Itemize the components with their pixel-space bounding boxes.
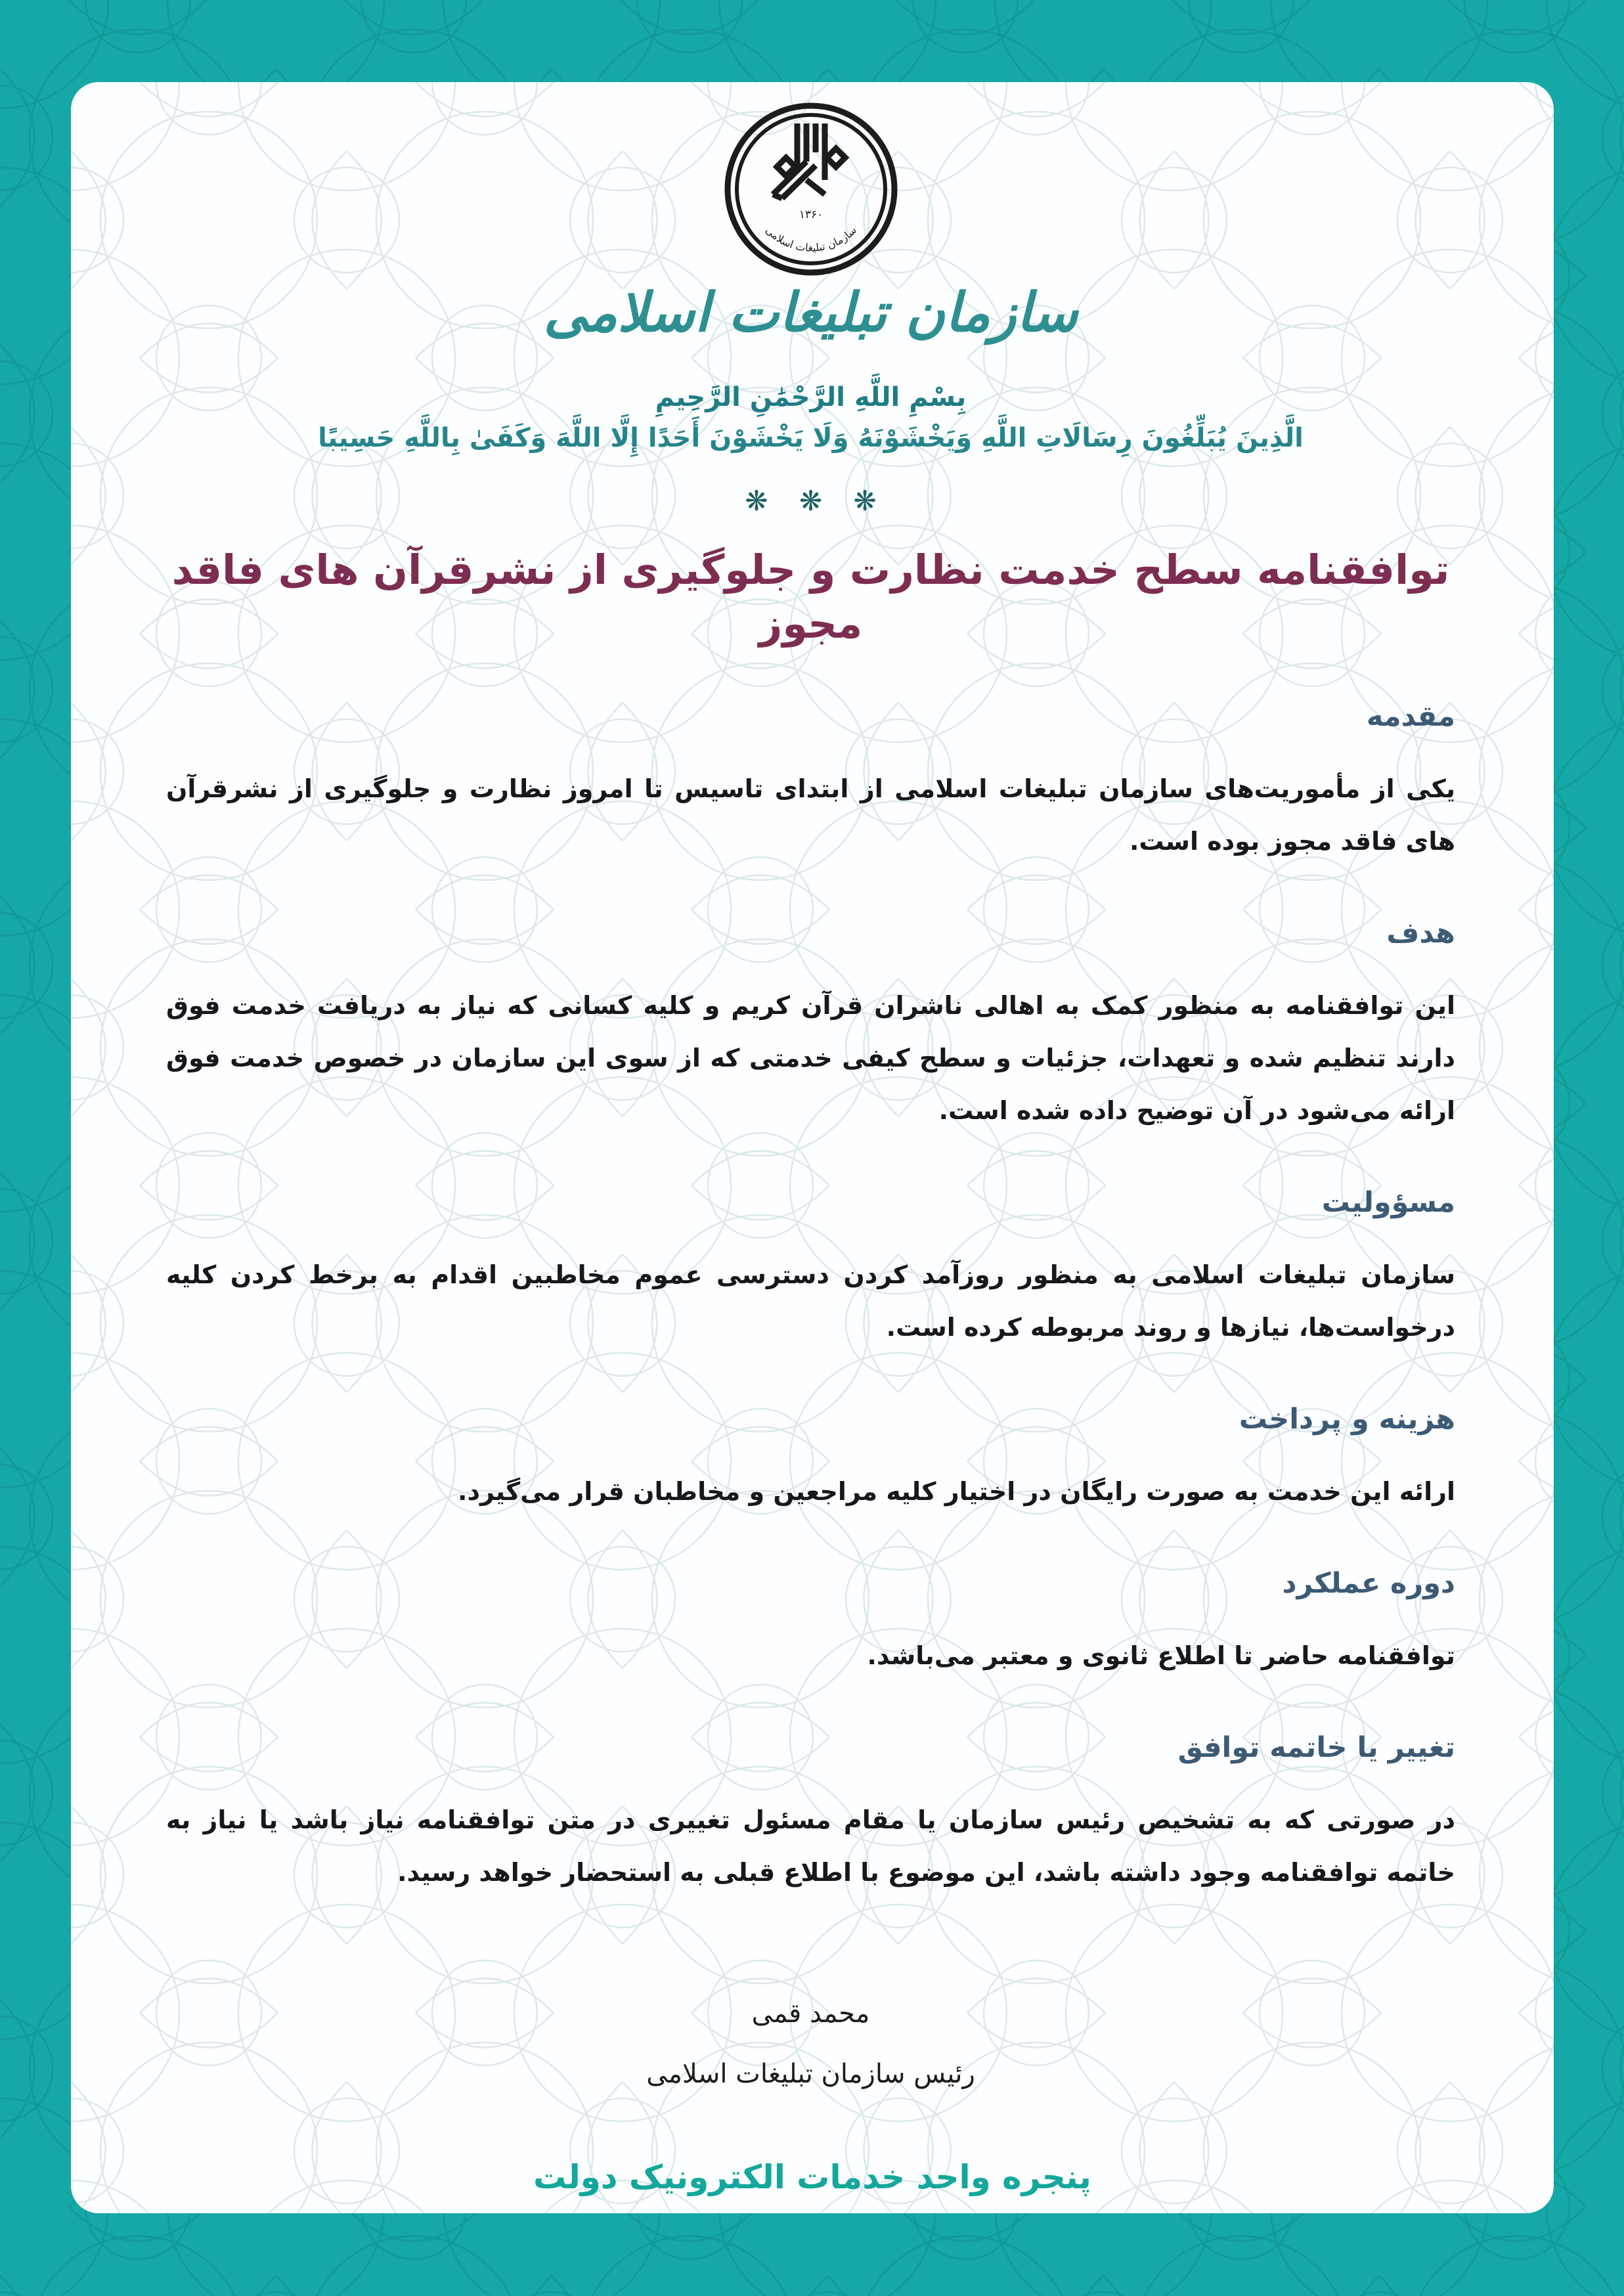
section-body: یکی از مأموریت‌های سازمان تبلیغات اسلامی از ابتدای تاسیس تا امروز نظارت و جلوگیری از نشرقرآن های فاقد مجوز بوده است. [166, 774, 1455, 856]
section-responsibility [166, 1187, 1455, 1354]
logo-year: ۱۳۶۰ [799, 208, 823, 221]
organization-logo [166, 102, 1455, 276]
asterisk-divider: ❋ ❋ ❋ [745, 485, 877, 517]
logo-ring-text: سازمان تبلیغات اسلامی [762, 223, 859, 254]
section-heading: دوره عملکرد [1282, 1567, 1455, 1600]
bismillah-line: بِسْمِ اللَّهِ الرَّحْمَٰنِ الرَّحِيمِ [655, 382, 967, 412]
document-content [71, 82, 1554, 2213]
section-heading: مقدمه [1366, 700, 1455, 733]
svg-text:سازمان تبلیغات اسلامی [763, 224, 859, 254]
footer-service-window-label: پنجره واحد خدمات الکترونیک دولت [533, 2158, 1091, 2196]
section-heading: هدف [1386, 917, 1455, 950]
section-change-termination [166, 1732, 1455, 1899]
document-card [71, 82, 1554, 2213]
document-title: توافقنامه سطح خدمت نظارت و جلوگیری از نشرقرآن های فاقد مجوز [171, 546, 1450, 648]
organization-calligraphy: سازمان تبلیغات اسلامی [543, 282, 1078, 344]
section-body: در صورتی که به تشخیص رئیس سازمان یا مقام مسئول تغییری در متن توافقنامه نیاز باشد یا نیاز به خاتمه توافقنامه وجود داشته باشد، این موضوع با اطلاع قبلی به استحضار خواهد رسید. [166, 1805, 1455, 1887]
signatory-role: رئیس سازمان تبلیغات اسلامی [646, 2059, 975, 2089]
section-body: این توافقنامه به منظور کمک به اهالی ناشران قرآن کریم و کلیه کسانی که نیاز به دریافت خدمت فوق دارند تنظیم شده و تعهدات، جزئیات و سطح کیفی خدمتی که از سوی این سازمان در خصوص خدمت فوق ارائه می‌شود در آن توضیح داده شده است. [166, 991, 1455, 1125]
section-heading: هزینه و پرداخت [1239, 1403, 1455, 1436]
section-heading: مسؤولیت [1321, 1186, 1455, 1219]
section-validity-period [166, 1568, 1455, 1682]
section-body: سازمان تبلیغات اسلامی به منظور روزآمد کردن دسترسی عموم مخاطبین اقدام به برخط کردن کلیه درخواست‌ها، نیازها و روند مربوطه کرده است. [166, 1260, 1455, 1342]
section-introduction [166, 701, 1455, 868]
section-goal [166, 917, 1455, 1137]
organization-emblem-icon [722, 102, 900, 276]
section-cost-payment [166, 1403, 1455, 1518]
signature-block [166, 1997, 1455, 2090]
section-body: ارائه این خدمت به صورت رایگان در اختیار کلیه مراجعین و مخاطبان قرار می‌گیرد. [458, 1477, 1455, 1506]
signatory-name: محمد قمی [751, 1998, 870, 2029]
section-heading: تغییر یا خاتمه توافق [1177, 1731, 1455, 1764]
quran-verse-line: الَّذِينَ يُبَلِّغُونَ رِسَالَاتِ اللَّهِ وَيَخْشَوْنَهُ وَلَا يَخْشَوْنَ أَحَدًا إِلَّا اللَّهَ وَكَفَىٰ بِاللَّهِ حَسِيبًا [318, 423, 1304, 453]
section-body: توافقنامه حاضر تا اطلاع ثانوی و معتبر می‌باشد. [867, 1641, 1455, 1670]
